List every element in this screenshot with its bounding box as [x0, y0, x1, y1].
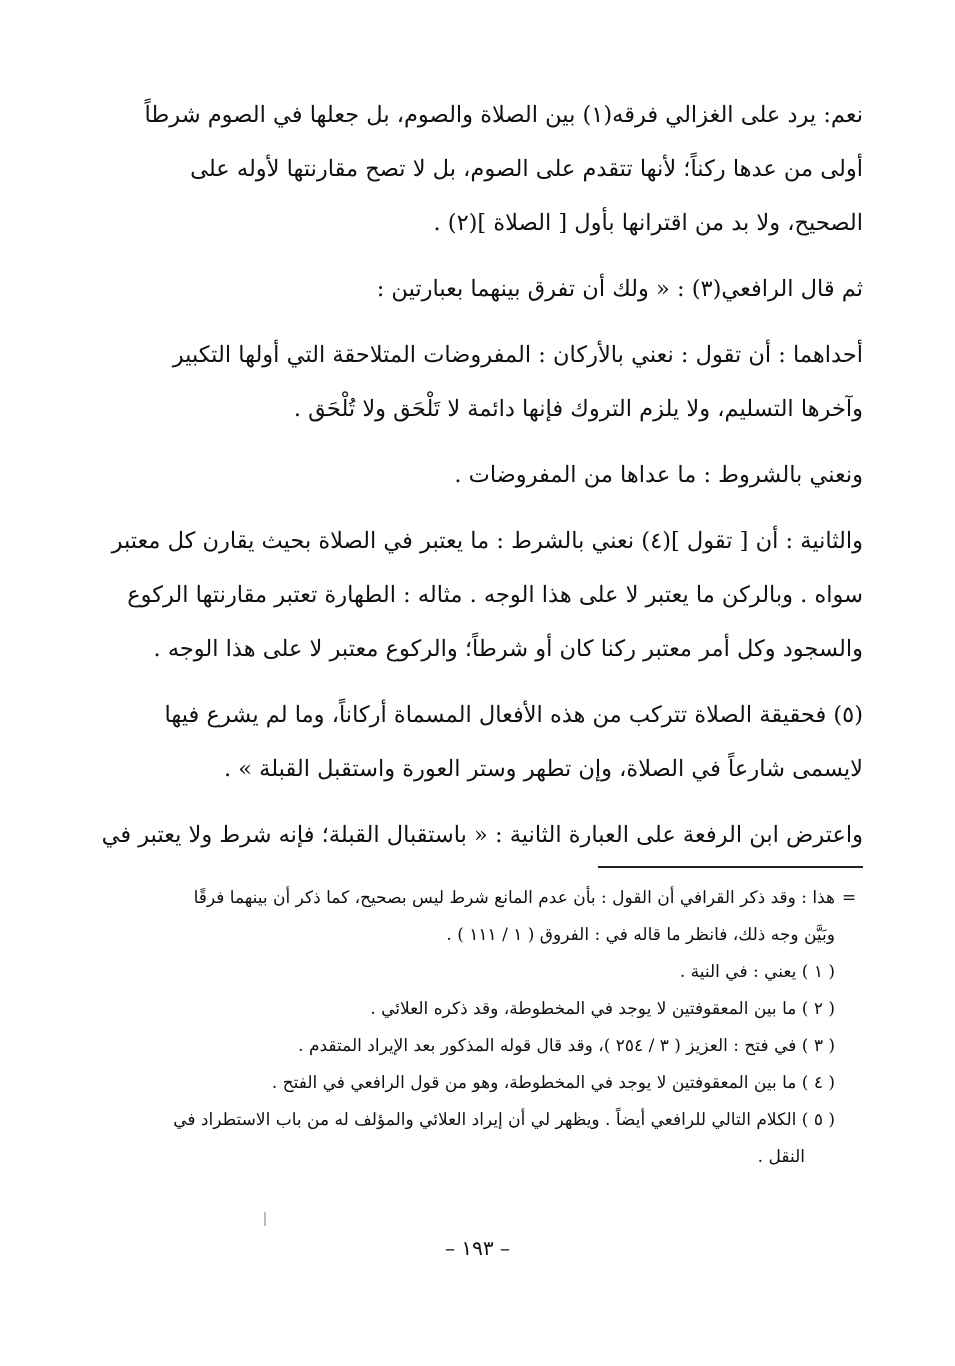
footnote-text: هذا : وقد ذكر القرافي أن القول : بأن عدم المانع شرط ليس بصحيح، كما ذكر أن بينهما فرقًا [193, 888, 835, 908]
main-text [93, 88, 863, 862]
footnote-continuation-line: وبَيَّن وجه ذلك، فانظر ما قاله في : الفروق ( ١ / ١١١ ) . [446, 925, 835, 945]
paragraph-2 [93, 262, 863, 316]
text-line: الصحيح، ولا بد من اقترانها بأول [ الصلاة ](٢) . [433, 210, 863, 236]
text-line: واعترض ابن الرفعة على العبارة الثانية : « باستقبال القبلة؛ فإنه شرط ولا يعتبر في [101, 822, 863, 848]
text-line: أحداهما : أن تقول : نعني بالأركان : المفروضات المتلاحقة التي أولها التكبير [172, 342, 863, 368]
footnote-5: ( ٥ ) الكلام التالي للرافعي أيضاً . ويظهر لي أن إيراد العلائي والمؤلف له من باب الاستطراد في [173, 1110, 835, 1130]
scan-mark [264, 1212, 266, 1226]
footnotes [118, 880, 863, 1176]
text-line: والثانية : أن [ تقول ](٤) نعني بالشرط : ما يعتبر في الصلاة بحيث يقارن كل معتبر [111, 528, 863, 554]
paragraph-3 [93, 328, 863, 436]
text-line: ونعني بالشروط : ما عداها من المفروضات . [454, 462, 863, 488]
paragraph-4 [93, 448, 863, 502]
text-line: ثم قال الرافعي(٣) : « ولك أن تفرق بينهما بعبارتين : [376, 276, 863, 302]
text-line: لايسمى شارعاً في الصلاة، وإن تطهر وستر العورة واستقبل القبلة » . [223, 756, 863, 782]
text-line: سواه . وبالركن ما يعتبر لا على هذا الوجه . مثاله : الطهارة تعتبر مقارنتها الركوع [127, 582, 863, 608]
paragraph-1 [93, 88, 863, 250]
paragraph-5 [93, 514, 863, 676]
page-number: – ١٩٣ – [445, 1236, 510, 1260]
text-line: (٥) فحقيقة الصلاة تتركب من هذه الأفعال المسماة أركاناً، وما لم يشرع فيها [164, 702, 863, 728]
paragraph-7 [93, 808, 863, 862]
text-line: نعم: يرد على الغزالي فرقه(١) بين الصلاة والصوم، بل جعلها في الصوم شرطاً [144, 102, 863, 128]
footnote-4: ( ٤ ) ما بين المعقوفتين لا يوجد في المخطوطة، وهو من قول الرافعي في الفتح . [271, 1073, 835, 1093]
footnote-separator [598, 866, 863, 868]
paragraph-6 [93, 688, 863, 796]
text-line: أولى من عدها ركناً؛ لأنها تتقدم على الصوم، بل لا تصح مقارنتها لأوله على [190, 156, 863, 182]
footnote-1: ( ١ ) يعني : في النية . [679, 962, 835, 982]
footnote-5-continuation: النقل . [757, 1147, 805, 1167]
footnote-continuation-line [118, 880, 863, 917]
continuation-mark: = [841, 888, 857, 908]
text-line: وآخرها التسليم، ولا يلزم التروك فإنها دائمة لا تَلْحَق ولا تُلْحَق . [293, 396, 863, 422]
text-line: والسجود وكل أمر معتبر ركنا كان أو شرطاً؛ والركوع معتبر لا على هذا الوجه . [153, 636, 863, 662]
footnote-2: ( ٢ ) ما بين المعقوفتين لا يوجد في المخطوطة، وقد ذكره العلائي . [370, 999, 835, 1019]
footnote-3: ( ٣ ) في فتح : العزيز ( ٣ / ٢٥٤ )، وقد قال قوله المذكور بعد الإيراد المتقدم . [298, 1036, 835, 1056]
